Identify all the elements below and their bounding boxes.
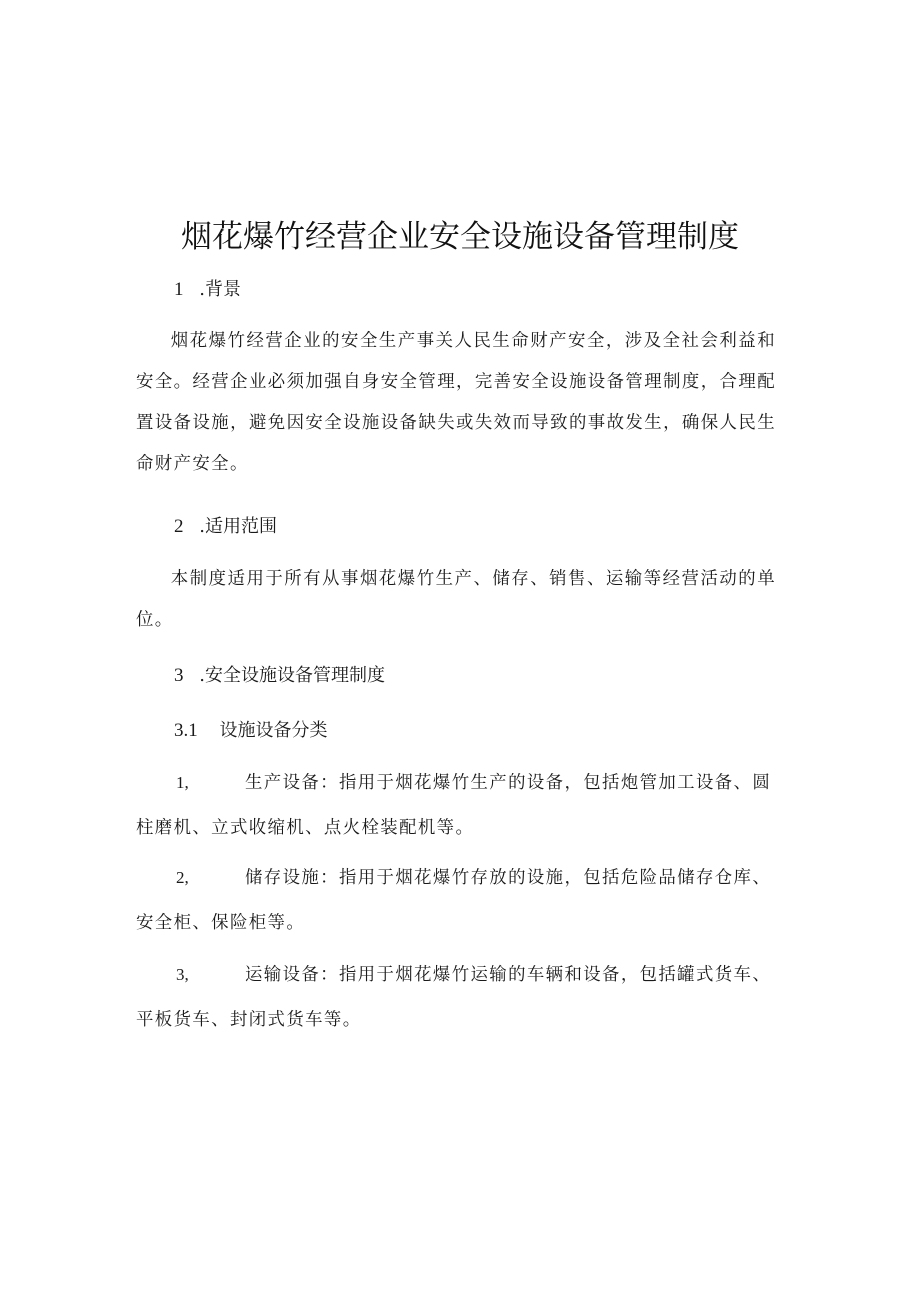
list-item-text-continued: 平板货车、封闭式货车等。: [136, 1010, 362, 1030]
list-item-text-continued: 柱磨机、立式收缩机、点火栓装配机等。: [136, 818, 475, 838]
subsection-number: 3.1: [174, 720, 198, 741]
list-item-text: 储存设施：指用于烟花爆竹存放的设施，包括危险品储存仓库、: [245, 868, 772, 888]
section-title: .背景: [199, 279, 241, 300]
section-heading-background: [174, 276, 241, 304]
section-number: 1: [174, 279, 184, 300]
document-title: 烟花爆竹经营企业安全设施设备管理制度: [181, 219, 739, 255]
section-title: .安全设施设备管理制度: [199, 665, 385, 686]
subsection-heading-classification: [174, 717, 327, 745]
section-number: 3: [174, 665, 184, 686]
list-item-text-continued: 安全柜、保险柜等。: [136, 913, 306, 933]
list-item-text: 生产设备：指用于烟花爆竹生产的设备，包括炮管加工设备、圆: [245, 773, 772, 793]
list-item-number: 1,: [176, 773, 189, 792]
list-item: [136, 855, 776, 946]
list-item: [136, 760, 776, 851]
section-heading-management: [174, 662, 385, 690]
list-item: [136, 952, 776, 1043]
section-heading-scope: [174, 513, 277, 541]
subsection-title: 设施设备分类: [219, 720, 328, 741]
list-item-text: 运输设备：指用于烟花爆竹运输的车辆和设备，包括罐式货车、: [245, 965, 772, 985]
section-paragraph-background: 烟花爆竹经营企业的安全生产事关人民生命财产安全，涉及全社会利益和安全。经营企业必须加强自身安全管理，完善安全设施设备管理制度，合理配置设备设施，避免因安全设施设备缺失或失效而导致的事故发生，确保人民生命财产安全。: [136, 331, 776, 474]
list-item-number: 2,: [176, 868, 189, 887]
list-item-number: 3,: [176, 965, 189, 984]
section-number: 2: [174, 516, 184, 537]
section-paragraph-scope: 本制度适用于所有从事烟花爆竹生产、储存、销售、运输等经营活动的单位。: [136, 569, 776, 630]
section-title: .适用范围: [199, 516, 277, 537]
